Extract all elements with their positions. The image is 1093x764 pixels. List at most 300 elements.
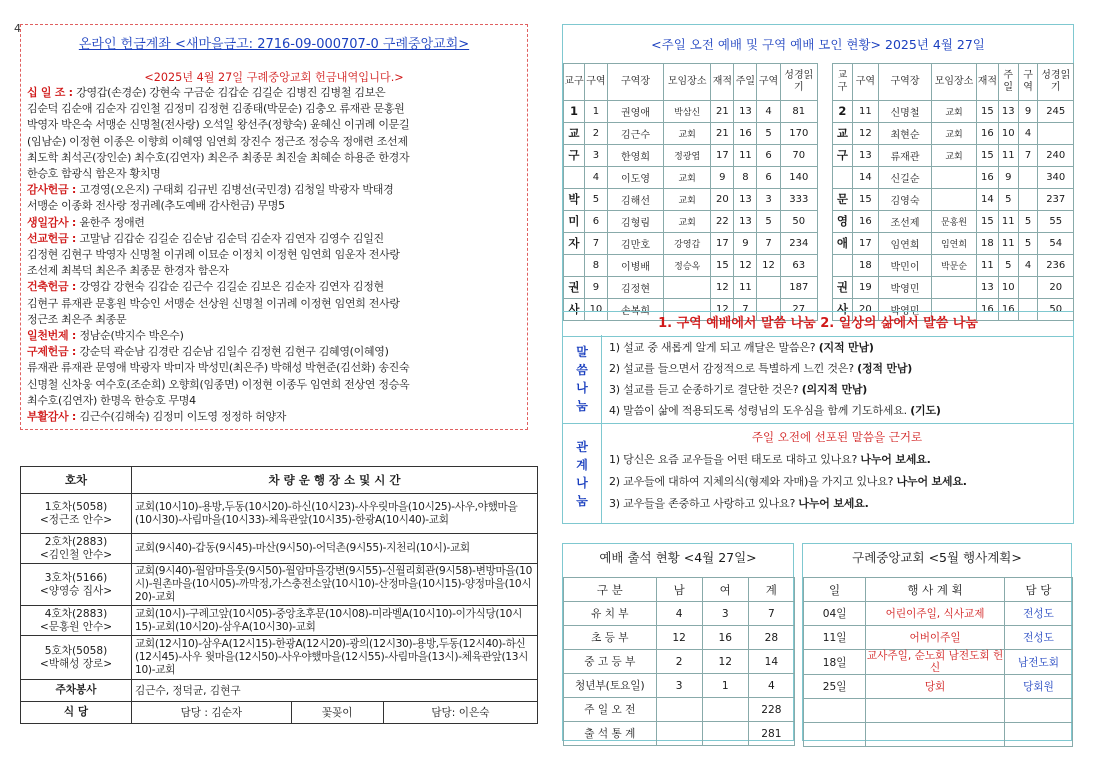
attendance-cell: 박문순: [932, 255, 977, 277]
district-label-cell: 문: [833, 189, 853, 211]
offering-line: [27, 296, 523, 312]
offering-line: [27, 344, 523, 360]
attendance-header-row: [564, 64, 818, 101]
question-text: 3) 설교를 듣고 순종하기로 결단한 것은?: [609, 383, 802, 396]
attendance-cell: 13: [734, 211, 757, 233]
service-cell: 1: [702, 674, 748, 698]
question-tag: (지적 만남): [818, 341, 874, 354]
parking-value: 김근수, 정덕균, 김현구: [132, 680, 538, 702]
meal-cell: 담당 : 김순자: [132, 702, 292, 724]
sharing-question: [609, 339, 874, 355]
district-label-cell: 1: [564, 101, 585, 123]
bus-driver: <김인철 안수>: [39, 548, 113, 561]
attendance-cell: 50: [1038, 299, 1074, 321]
district-label-cell: [833, 167, 853, 189]
bus-car-cell: [21, 606, 132, 636]
attendance-cell: [1018, 189, 1038, 211]
offering-names: 조선제 최복덕 최은주 최종문 한경자 함은자: [27, 264, 229, 278]
offering-names: 강영갑(손경순) 강현숙 구금순 김갑순 김길순 김병진 김병철 김보은: [76, 86, 386, 99]
offering-line: [27, 85, 523, 101]
bus-car-cell: [21, 636, 132, 680]
bus-car-cell: [21, 534, 132, 564]
offering-line: [27, 134, 523, 150]
attendance-cell: 김정현: [607, 277, 663, 299]
service-row: [564, 650, 795, 674]
attendance-cell: 교회: [932, 145, 977, 167]
event-name: 어린이주일, 식사교제: [866, 602, 1005, 626]
district-label-cell: 교: [564, 123, 585, 145]
bus-car-cell: [21, 564, 132, 606]
attendance-cell: 권영애: [607, 101, 663, 123]
attendance-row: [564, 233, 818, 255]
theme-banner: 1. 구역 예배에서 말씀 나눔 2. 일상의 삶에서 말씀 나눔: [563, 311, 1073, 337]
event-owner: [1004, 699, 1072, 723]
attendance-cell: 16: [734, 123, 757, 145]
service-row: [564, 698, 795, 722]
attendance-cell: 9: [998, 167, 1018, 189]
service-header-cell: 남: [656, 578, 702, 602]
attendance-row: [564, 189, 818, 211]
district-label-cell: [833, 255, 853, 277]
attendance-cell: 16: [852, 211, 878, 233]
sharing-label-char: 관: [576, 439, 588, 454]
attendance-cell: 13: [976, 277, 998, 299]
attendance-cell: 170: [780, 123, 817, 145]
attendance-cell: 교회: [664, 123, 711, 145]
attendance-cell: 63: [780, 255, 817, 277]
district-label-cell: 2: [833, 101, 853, 123]
attendance-cell: 박영민: [878, 299, 931, 321]
attendance-cell: 14: [852, 167, 878, 189]
service-cell: [656, 722, 702, 746]
offering-category: 구제헌금 :: [27, 345, 80, 359]
offering-names: 정근조 최은주 최종문: [27, 312, 127, 326]
attendance-cell: 6: [757, 167, 780, 189]
attendance-header-cell: 주일: [998, 64, 1018, 101]
attendance-header-cell: 주일: [734, 64, 757, 101]
attendance-cell: 6: [584, 211, 607, 233]
attendance-header-cell: 구역장: [878, 64, 931, 101]
district-label-cell: 교: [833, 123, 853, 145]
attendance-cell: 김해선: [607, 189, 663, 211]
attendance-cell: 이도영: [607, 167, 663, 189]
events-header-row: [804, 578, 1073, 602]
events-table: [803, 577, 1073, 747]
service-cell: 12: [656, 626, 702, 650]
events-row: [804, 650, 1073, 675]
page-number: 4: [14, 22, 21, 35]
attendance-cell: 10: [584, 299, 607, 321]
bus-route: 교회(9시40)-월암마을웃(9시50)-월암마을강변(9시55)-신월리회관(9시58)-변방마을(10시)-원촌마을(10시05)-까막정,가스충전소앞(10시10)-산정마을(10시15)-양정마을(10시20)-교회: [132, 564, 538, 606]
attendance-row: [833, 145, 1074, 167]
attendance-cell: 7: [1018, 145, 1038, 167]
attendance-cell: 13: [998, 101, 1018, 123]
attendance-row: [833, 233, 1074, 255]
question-text: 4) 말씀이 삶에 적용되도록 성령님의 도우심을 함께 기도하세요.: [609, 404, 911, 417]
offering-account-title: 온라인 헌금계좌 <새마을금고: 2716-09-000707-0 구례중앙교회>: [78, 37, 470, 52]
bus-driver: <문홍원 안수>: [39, 620, 113, 633]
attendance-cell: [932, 277, 977, 299]
attendance-cell: 임연희: [878, 233, 931, 255]
attendance-cell: 12: [711, 299, 734, 321]
attendance-row: [564, 211, 818, 233]
attendance-header-cell: 모임장소: [932, 64, 977, 101]
attendance-cell: 4: [584, 167, 607, 189]
attendance-cell: 14: [976, 189, 998, 211]
offering-category: 십 일 조 :: [27, 86, 77, 99]
offering-names: 서맹순 이종화 전사랑 정귀례(추도예배 감사헌금) 무명5: [27, 199, 285, 213]
attendance-header: [564, 64, 818, 101]
bus-driver: <박해성 장로>: [39, 657, 113, 670]
service-cell: 4: [656, 602, 702, 626]
bus-row: [21, 494, 538, 534]
offering-names: 윤한주 정애련: [79, 215, 145, 229]
district-label-cell: [564, 255, 585, 277]
events-row: [804, 723, 1073, 747]
attendance-header-cell: 구역장: [607, 64, 663, 101]
attendance-cell: 11: [998, 211, 1018, 233]
attendance-cell: 6: [757, 145, 780, 167]
relation-sharing-box: [563, 423, 1073, 524]
attendance-cell: 11: [852, 101, 878, 123]
offering-line: [27, 247, 523, 263]
attendance-cell: 9: [1018, 101, 1038, 123]
service-cell: 2: [656, 650, 702, 674]
attendance-cell: 19: [852, 277, 878, 299]
service-cell: 28: [748, 626, 794, 650]
question-text: 1) 당신은 요즘 교우들을 어떤 태도로 대하고 있나요?: [609, 453, 861, 466]
attendance-cell: 12: [711, 277, 734, 299]
attendance-cell: 강영갑: [664, 233, 711, 255]
attendance-cell: 박삼신: [664, 101, 711, 123]
relation-heading: 주일 오전에 선포된 말씀을 근거로: [751, 430, 923, 444]
service-cell: 4: [748, 674, 794, 698]
district-label-cell: 권: [564, 277, 585, 299]
events-row: [804, 699, 1073, 723]
service-cell: 7: [748, 602, 794, 626]
attendance-cell: [932, 189, 977, 211]
service-header-row: [564, 578, 795, 602]
offering-line: [27, 101, 523, 117]
question-tag: (기도): [910, 404, 941, 417]
attendance-cell: 조선제: [878, 211, 931, 233]
attendance-cell: 17: [711, 233, 734, 255]
offering-names: 한승호 함광식 함은자 황치명: [27, 167, 161, 181]
service-row: [564, 722, 795, 746]
attendance-cell: 한영희: [607, 145, 663, 167]
attendance-cell: 5: [998, 189, 1018, 211]
event-name: 당회: [866, 675, 1005, 699]
service-cell: 주 일 오 전: [564, 698, 657, 722]
relation-sharing-label: [563, 423, 602, 524]
event-name: [866, 699, 1005, 723]
attendance-cell: 140: [780, 167, 817, 189]
attendance-header-cell: 교구: [833, 64, 853, 101]
attendance-cell: [1018, 167, 1038, 189]
attendance-cell: 7: [757, 233, 780, 255]
attendance-row: [564, 277, 818, 299]
attendance-cell: 정광엽: [664, 145, 711, 167]
attendance-header-cell: 교구: [564, 64, 585, 101]
attendance-cell: 11: [998, 233, 1018, 255]
offering-names: (임남순) 이정현 이종은 이향희 이혜영 임연희 장진수 정근조 정승옥 정애련 조선제: [27, 134, 408, 148]
attendance-cell: [932, 167, 977, 189]
attendance-cell: 김형림: [607, 211, 663, 233]
event-owner: 전성도: [1004, 602, 1072, 626]
sharing-label-char: 씀: [576, 363, 588, 377]
offering-line: [27, 328, 523, 344]
attendance-cell: 교회: [664, 211, 711, 233]
service-cell: 12: [702, 650, 748, 674]
service-header-cell: 여: [702, 578, 748, 602]
attendance-cell: 4: [757, 101, 780, 123]
event-day: 18일: [804, 650, 866, 675]
attendance-row: [564, 145, 818, 167]
attendance-cell: 340: [1038, 167, 1074, 189]
attendance-cell: 김영숙: [878, 189, 931, 211]
offering-names: 고말남 김갑순 김길순 김순남 김순덕 김순자 김연자 김영수 김일진: [79, 231, 384, 245]
attendance-table-right: [832, 63, 1074, 321]
word-sharing-box: [563, 335, 1073, 424]
district-label-cell: 구: [564, 145, 585, 167]
attendance-header-cell: 구역: [757, 64, 780, 101]
offering-names: 박영자 박은숙 서맹순 신명철(전사랑) 오석일 왕선주(정향숙) 윤혜신 이귀례 이문길: [27, 118, 410, 132]
service-cell: 출 석 통 계: [564, 722, 657, 746]
attendance-cell: 박민이: [878, 255, 931, 277]
offering-line: [27, 312, 523, 328]
event-owner: 남전도회: [1004, 650, 1072, 675]
offering-list: [27, 85, 523, 425]
attendance-cell: 7: [734, 299, 757, 321]
attendance-cell: 8: [584, 255, 607, 277]
attendance-cell: 15: [976, 145, 998, 167]
sharing-question: [609, 402, 941, 418]
event-owner: [1004, 723, 1072, 747]
bus-header-car: 호차: [21, 467, 132, 494]
attendance-cell: 22: [711, 211, 734, 233]
offering-names: 고경영(오은지) 구태회 김규빈 김병선(국민경) 김청일 박광자 박태경: [79, 183, 394, 197]
offering-category: 건축헌금 :: [27, 280, 80, 294]
meal-label: 식 당: [21, 702, 132, 724]
offering-category: 선교헌금 :: [27, 231, 80, 245]
service-header-cell: 계: [748, 578, 794, 602]
attendance-cell: 이병배: [607, 255, 663, 277]
attendance-cell: 10: [998, 123, 1018, 145]
attendance-header-cell: 재적: [711, 64, 734, 101]
event-day: 25일: [804, 675, 866, 699]
question-tag: 나누어 보세요.: [896, 475, 967, 488]
attendance-cell: 5: [1018, 233, 1038, 255]
attendance-cell: 11: [998, 145, 1018, 167]
attendance-row: [564, 123, 818, 145]
attendance-row: [833, 167, 1074, 189]
bus-driver: <양영승 집사>: [39, 584, 113, 597]
attendance-cell: 11: [976, 255, 998, 277]
district-label-cell: 사: [564, 299, 585, 321]
attendance-cell: 11: [734, 145, 757, 167]
bus-route: 교회(12시10)-삼우A(12시15)-한광A(12시20)-광의(12시30)-용방,두동(12시40)-하신(12시45)-사우 윗마을(12시50)-사우야했마을(12시55)-사림마을(13시)-체육관앞(13시10)-교회: [132, 636, 538, 680]
attendance-cell: 15: [711, 255, 734, 277]
flower-cell: 꽃꽂이: [291, 702, 383, 724]
district-label-cell: 자: [564, 233, 585, 255]
bus-schedule-table: [20, 466, 538, 724]
attendance-cell: 10: [998, 277, 1018, 299]
attendance-header-cell: 모임장소: [664, 64, 711, 101]
attendance-cell: [1018, 277, 1038, 299]
events-header-cell: 담 당: [1004, 578, 1072, 602]
offering-names: 강순덕 곽순남 김경란 김순남 김일수 김정현 김현구 김혜영(이혜영): [79, 345, 389, 359]
service-row: [564, 602, 795, 626]
offering-names: 최도학 최석곤(장인순) 최수호(김연자) 최은주 최종문 최진술 최혜순 하용준 한경자: [27, 150, 410, 164]
service-cell: 초 등 부: [564, 626, 657, 650]
attendance-cell: 17: [852, 233, 878, 255]
service-row: [564, 674, 795, 698]
bus-route: 교회(10시)-구례고앞(10시05)-중앙초후문(10시08)-미라벨A(10시10)-이가식당(10시15)-교회(10시20)-삼우A(10시30)-교회: [132, 606, 538, 636]
attendance-cell: 15: [852, 189, 878, 211]
bus-row: [21, 564, 538, 606]
attendance-cell: 12: [852, 123, 878, 145]
offering-names: 신명철 신차웅 여수호(조순희) 오향희(임종면) 이정현 이종두 임연희 전상연 정승옥: [27, 377, 410, 391]
bus-row: [21, 534, 538, 564]
attendance-cell: 20: [852, 299, 878, 321]
service-cell: 14: [748, 650, 794, 674]
attendance-cell: 18: [852, 255, 878, 277]
service-cell: [702, 722, 748, 746]
attendance-cell: 김근수: [607, 123, 663, 145]
attendance-cell: 1: [584, 101, 607, 123]
word-sharing-label: [563, 335, 602, 423]
district-label-cell: 구: [833, 145, 853, 167]
offering-line: [27, 279, 523, 295]
offering-category: 일천번제 :: [27, 329, 80, 343]
sharing-question: [609, 495, 869, 511]
attendance-cell: 70: [780, 145, 817, 167]
attendance-header: [833, 64, 1074, 101]
offering-names: 김근수(김해숙) 김정미 이도영 정정하 허양자: [79, 410, 287, 424]
sharing-label-char: 나: [576, 475, 588, 490]
attendance-cell: 13: [734, 101, 757, 123]
district-label-cell: [564, 167, 585, 189]
sharing-question: [609, 360, 912, 376]
attendance-cell: 16: [998, 299, 1018, 321]
bus-route: 교회(10시10)-용방,두동(10시20)-하신(10시23)-사우릿마을(10시25)-사우,야했마을(10시30)-사림마을(10시33)-체육관앞(10시35)-한광A(10시40)-교회: [132, 494, 538, 534]
attendance-cell: [757, 277, 780, 299]
attendance-cell: 교회: [932, 101, 977, 123]
attendance-cell: 5: [998, 255, 1018, 277]
events-title: 구례중앙교회 <5월 행사계획>: [852, 550, 1022, 565]
offering-names: 정남순(박지수 박은수): [79, 329, 184, 343]
sharing-question: [609, 381, 867, 397]
bus-car-number: 3호차(5166): [44, 571, 108, 584]
attendance-cell: 236: [1038, 255, 1074, 277]
bus-driver: <정근조 안수>: [39, 513, 113, 526]
attendance-cell: 2: [584, 123, 607, 145]
offering-line: [27, 263, 523, 279]
question-tag: 나누어 보세요.: [860, 453, 931, 466]
attendance-cell: 3: [584, 145, 607, 167]
event-day: 11일: [804, 626, 866, 650]
offering-line: [27, 360, 523, 376]
district-label-cell: 영: [833, 211, 853, 233]
attendance-cell: 187: [780, 277, 817, 299]
question-text: 1) 설교 중 새롭게 알게 되고 깨달은 말씀은?: [609, 341, 819, 354]
attendance-cell: 237: [1038, 189, 1074, 211]
attendance-cell: 4: [1018, 123, 1038, 145]
offering-line: [27, 198, 523, 214]
attendance-cell: 81: [780, 101, 817, 123]
attendance-cell: 16: [976, 123, 998, 145]
sharing-question: [609, 473, 967, 489]
attendance-cell: 20: [711, 189, 734, 211]
offering-subtitle: <2025년 4월 27일 구례중앙교회 헌금내역입니다.>: [144, 71, 404, 84]
offering-category: 감사헌금 :: [27, 183, 80, 197]
event-name: [866, 723, 1005, 747]
attendance-header-cell: 성경읽기: [780, 64, 817, 101]
service-cell: 3: [656, 674, 702, 698]
bus-row: [21, 606, 538, 636]
attendance-cell: 21: [711, 123, 734, 145]
service-row: [564, 626, 795, 650]
offering-line: [27, 182, 523, 198]
events-row: [804, 602, 1073, 626]
offering-line: [27, 117, 523, 133]
attendance-cell: 교회: [932, 123, 977, 145]
event-owner: 전성도: [1004, 626, 1072, 650]
events-header-cell: 일: [804, 578, 866, 602]
attendance-cell: 류재관: [878, 145, 931, 167]
parking-label: 주차봉사: [21, 680, 132, 702]
offering-line: [27, 231, 523, 247]
service-attendance-table: [563, 577, 795, 746]
sharing-label-char: 나: [576, 381, 588, 395]
event-day: [804, 723, 866, 747]
attendance-title: <주일 오전 예배 및 구역 예배 모인 현황> 2025년 4월 27일: [651, 37, 985, 52]
offering-names: 김순덕 김순애 김순자 김인철 김정미 김정현 김종태(박문순) 김충오 류재관 문홍원: [27, 102, 405, 116]
attendance-cell: 신명철: [878, 101, 931, 123]
attendance-cell: 5: [584, 189, 607, 211]
district-label-cell: 권: [833, 277, 853, 299]
attendance-cell: 15: [976, 211, 998, 233]
offering-category: 생일감사 :: [27, 215, 80, 229]
question-text: 2) 설교를 들으면서 감정적으로 특별하게 느낀 것은?: [609, 362, 858, 375]
attendance-cell: 9: [734, 233, 757, 255]
attendance-cell: 8: [734, 167, 757, 189]
attendance-cell: 손복희: [607, 299, 663, 321]
bus-row: [21, 636, 538, 680]
question-tag: 나누어 보세요.: [798, 497, 869, 510]
sharing-label-char: 말: [576, 345, 588, 359]
attendance-cell: 333: [780, 189, 817, 211]
service-attendance-box: [562, 543, 794, 741]
attendance-cell: 54: [1038, 233, 1074, 255]
attendance-row: [564, 255, 818, 277]
offering-names: 김정현 김현구 박영자 신명철 이귀례 이묘순 이정치 이정현 임연희 임운자 전사랑: [27, 248, 400, 262]
bus-car-cell: [21, 494, 132, 534]
attendance-header-cell: 구역: [852, 64, 878, 101]
attendance-cell: 12: [734, 255, 757, 277]
events-row: [804, 675, 1073, 699]
attendance-cell: 13: [852, 145, 878, 167]
event-name: 어버이주일: [866, 626, 1005, 650]
service-cell: 228: [748, 698, 794, 722]
attendance-header-cell: 성경읽기: [1038, 64, 1074, 101]
event-day: [804, 699, 866, 723]
meal-cell: 담당: 이은숙: [383, 702, 537, 724]
attendance-header-cell: 구역: [584, 64, 607, 101]
attendance-cell: 16: [976, 167, 998, 189]
attendance-row: [833, 255, 1074, 277]
offering-names: 김현구 류재관 문홍원 박승인 서맹순 선상원 신명철 이귀례 이정현 임연희 전사랑: [27, 296, 400, 310]
